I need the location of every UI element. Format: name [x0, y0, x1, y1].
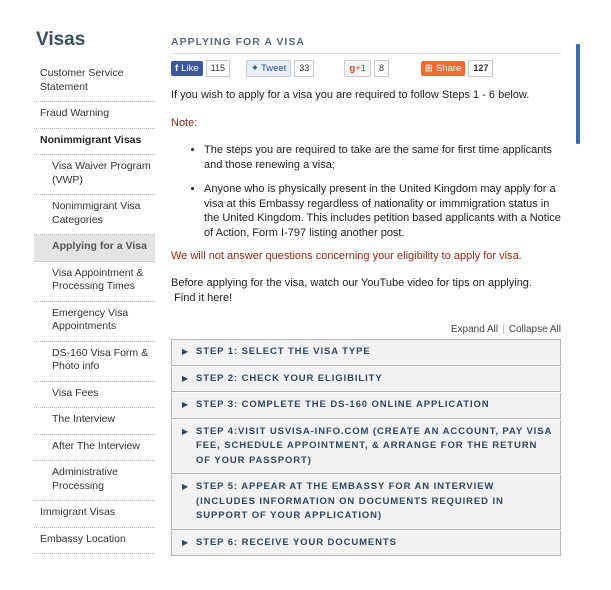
triangle-right-icon: ▶ [182, 426, 190, 436]
page-title: APPLYING FOR A VISA [171, 36, 561, 54]
sidebar-item-appointment-times[interactable]: Visa Appointment & Processing Times [34, 262, 155, 302]
step-2-header[interactable]: ▶ STEP 2: CHECK YOUR ELIGIBILITY [171, 367, 561, 393]
triangle-right-icon: ▶ [182, 537, 190, 547]
share-button[interactable]: ⊞ Share [421, 61, 465, 76]
sidebar-item-ds160[interactable]: DS-160 Visa Form & Photo info [34, 342, 155, 382]
sidebar-item-admin-processing[interactable]: Administrative Processing [34, 461, 155, 501]
facebook-like-button[interactable]: f Like [171, 61, 203, 76]
step-5-header[interactable]: ▶ STEP 5: APPEAR AT THE EMBASSY FOR AN INTERVIEW (INCLUDES INFORMATION ON DOCUMENTS REQUIRED IN SUPPORT OF YOUR APPLICATION) [171, 475, 561, 530]
sidebar-item-applying-for-visa[interactable]: Applying for a Visa [34, 235, 155, 262]
like-count: 115 [206, 60, 230, 77]
triangle-right-icon: ▶ [182, 373, 190, 383]
sidebar-item-embassy-location[interactable]: Embassy Location [34, 528, 155, 555]
note-list [171, 143, 561, 240]
intro-text: If you wish to apply for a visa you are required to follow Steps 1 - 6 below. [171, 89, 530, 101]
sidebar-item-vwp[interactable]: Visa Waiver Program (VWP) [34, 155, 155, 195]
sidebar-item-nonimmigrant-visas[interactable]: Nonimmigrant Visas [34, 129, 155, 156]
main-content [171, 36, 561, 557]
sidebar-item-visa-categories[interactable]: Nonimmigrant Visa Categories [34, 195, 155, 235]
google-g-icon: g [349, 62, 356, 74]
expand-collapse-controls [171, 324, 561, 335]
tweet-count: 33 [294, 60, 314, 77]
video-paragraph [171, 276, 561, 306]
steps-accordion [171, 339, 561, 556]
eligibility-warning: We will not answer questions concerning your eligibility to apply for visa. [171, 250, 522, 262]
sidebar-item-fraud-warning[interactable]: Fraud Warning [34, 102, 155, 129]
gplus-count: 8 [374, 60, 389, 77]
step-4-header[interactable]: ▶ STEP 4:VISIT USVISA-INFO.COM (CREATE AN ACCOUNT, PAY VISA FEE, SCHEDULE APPOINTMENT, & ARRANGE FOR THE RETURN OF YOUR PASSPORT) [171, 420, 561, 475]
sidebar-item-emergency-appointments[interactable]: Emergency Visa Appointments [34, 302, 155, 342]
separator: | [502, 324, 505, 335]
video-link[interactable]: Find it here! [174, 292, 233, 304]
sidebar-item-after-interview[interactable]: After The Interview [34, 435, 155, 462]
collapse-all-link[interactable]: Collapse All [508, 324, 561, 335]
expand-all-link[interactable]: Expand All [450, 324, 499, 335]
facebook-icon: f [175, 62, 179, 74]
share-plus-icon: ⊞ [424, 62, 433, 74]
note-bullet: • Anyone who is physically present in the United Kingdom may apply for a visa at this Embassy regardless of nationality or immmigration status in the United Kingdom. This includes petition based applicants with a Notice of Action, Form I-797 listing another post. [204, 182, 561, 240]
note-bullet: • The steps you are required to take are the same for first time applicants and those renewing a visa; [204, 143, 561, 172]
share-count: 127 [468, 60, 493, 77]
step-3-header[interactable]: ▶ STEP 3: COMPLETE THE DS-160 ONLINE APPLICATION [171, 393, 561, 419]
scrollbar[interactable] [576, 44, 580, 144]
sidebar-item-visa-fees[interactable]: Visa Fees [34, 382, 155, 409]
twitter-bird-icon: ✦ [250, 62, 259, 74]
tweet-button[interactable]: ✦ Tweet [246, 60, 291, 77]
sidebar-item-customer-service[interactable]: Customer Service Statement [34, 62, 155, 102]
triangle-right-icon: ▶ [182, 347, 190, 356]
triangle-right-icon: ▶ [182, 400, 190, 409]
sidebar-title: Visas [36, 29, 86, 50]
sidebar-item-interview[interactable]: The Interview [34, 408, 155, 435]
social-bar [171, 58, 561, 78]
step-6-header[interactable]: ▶ STEP 6: RECEIVE YOUR DOCUMENTS [171, 531, 561, 557]
step-1-header[interactable]: ▶ STEP 1: SELECT THE VISA TYPE [171, 340, 561, 366]
google-plus-button[interactable]: g +1 [344, 60, 371, 77]
video-text: Before applying for the visa, watch our YouTube video for tips on applying. [171, 277, 532, 289]
sidebar [34, 28, 155, 554]
sidebar-item-immigrant-visas[interactable]: Immigrant Visas [34, 501, 155, 528]
note-label: Note: [171, 117, 198, 129]
triangle-right-icon: ▶ [182, 482, 190, 491]
